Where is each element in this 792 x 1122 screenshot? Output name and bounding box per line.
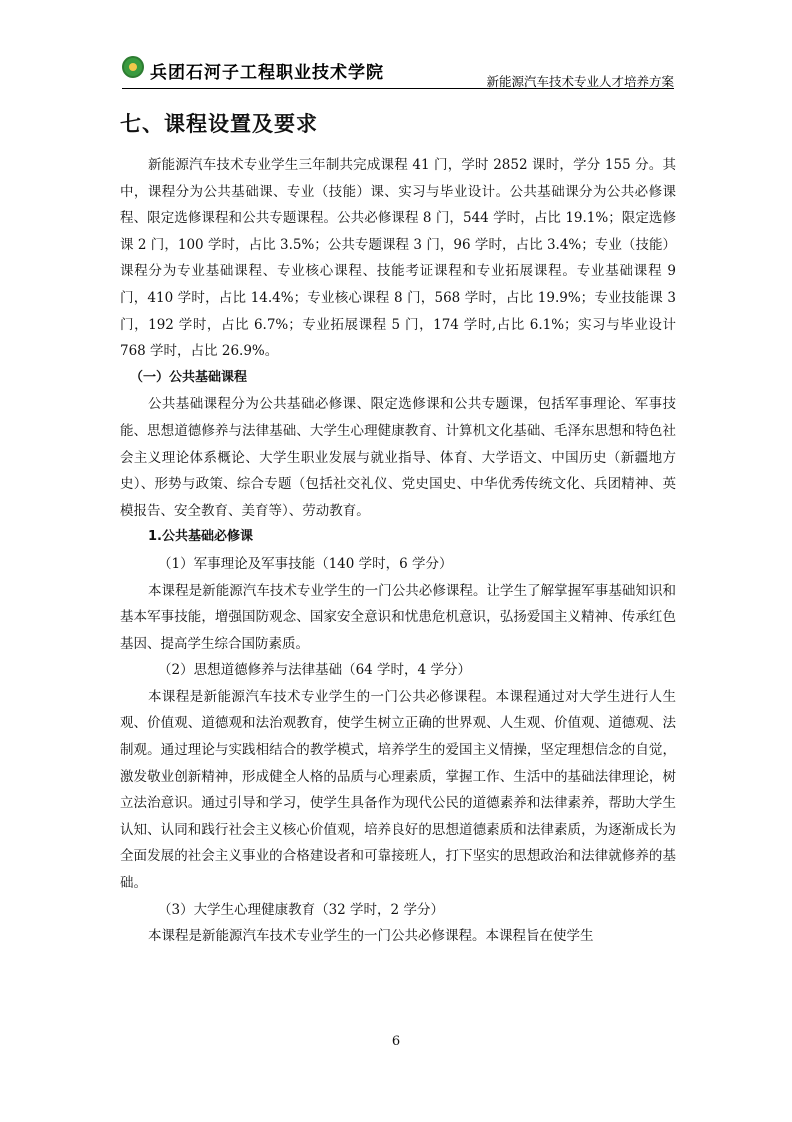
header-divider bbox=[122, 88, 674, 89]
public-basics-paragraph: 公共基础课程分为公共基础必修课、限定选修课和公共专题课，包括军事理论、军事技能、思想道德修养与法律基础、大学生心理健康教育、计算机文化基础、毛泽东思想和特色社会主义理论体系概论、大学生职业发展与就业指导、体育、大学语文、中国历史（新疆地方史）、形势与政策、综合专题（包括社交礼仪、党史国史、中华优秀传统文化、兵团精神、英模报告、安全教育、美育等）、劳动教育。 bbox=[120, 396, 676, 519]
page-header bbox=[122, 52, 674, 90]
section-title: 七、课程设置及要求 bbox=[120, 112, 318, 136]
intro-paragraph: 新能源汽车技术专业学生三年制共完成课程 41 门，学时 2852 课时，学分 155 分。其中，课程分为公共基础课、专业（技能）课、实习与毕业设计。公共基础课分为公共必修课程、限定选修课程和公共专题课程。公共必修课程 8 门，544 学时，占比 19.1%；限定选修课 2 门，100 学时，占比 3.5%；公共专题课程 3 门，96 学时，占比 3.4%；专业（技能）课程分为专业基础课程、专业核心课程、技能考证课程和专业拓展课程。专业基础课程 9 门，410 学时，占比 14.4%；专业核心课程 8 门，568 学时，占比 19.9%；专业技能课 3 门，192 学时，占比 6.7%；专业拓展课程 5 门，174 学时,占比 6.1%；实习与毕业设计 768 学时，占比 26.9%。 bbox=[120, 157, 676, 360]
school-logo-icon bbox=[122, 56, 144, 78]
subsection-title-public-basics: （一）公共基础课程 bbox=[130, 369, 248, 385]
course-title: （3）大学生心理健康教育（32 学时，2 学分） bbox=[158, 901, 444, 918]
document-body bbox=[120, 152, 676, 950]
subsection-title-required: 1.公共基础必修课 bbox=[148, 529, 253, 545]
course-description: 本课程是新能源汽车技术专业学生的一门公共必修课程。让学生了解掌握军事基础知识和基本军事技能，增强国防观念、国家安全意识和忧患危机意识，弘扬爱国主义精神、传承红色基因、提高学生综合国防素质。 bbox=[120, 582, 676, 652]
course-description: 本课程是新能源汽车技术专业学生的一门公共必修课程。本课程通过对大学生进行人生观、价值观、道德观和法治观教育，使学生树立正确的世界观、人生观、价值观、道德观、法制观。通过理论与实践相结合的教学模式，培养学生的爱国主义情操，坚定理想信念的自觉，激发敬业创新精神，形成健全人格的品质与心理素质，掌握工作、生活中的基础法律理论，树立法治意识。通过引导和学习，使学生具备作为现代公民的道德素养和法律素养，帮助大学生认知、认同和践行社会主义核心价值观，培养良好的思想道德素质和法律素质，为逐渐成长为全面发展的社会主义事业的合格建设者和可靠接班人，打下坚实的思想政治和法律就修养的基础。 bbox=[120, 688, 676, 892]
document-title: 新能源汽车技术专业人才培养方案 bbox=[486, 74, 674, 89]
course-description: 本课程是新能源汽车技术专业学生的一门公共必修课程。本课程旨在使学生 bbox=[148, 928, 594, 945]
course-title: （1）军事理论及军事技能（140 学时，6 学分） bbox=[158, 555, 453, 572]
course-title: （2）思想道德修养与法律基础（64 学时，4 学分） bbox=[158, 662, 471, 679]
page-number: 6 bbox=[391, 1034, 401, 1049]
school-name: 兵团石河子工程职业技术学院 bbox=[150, 63, 384, 83]
